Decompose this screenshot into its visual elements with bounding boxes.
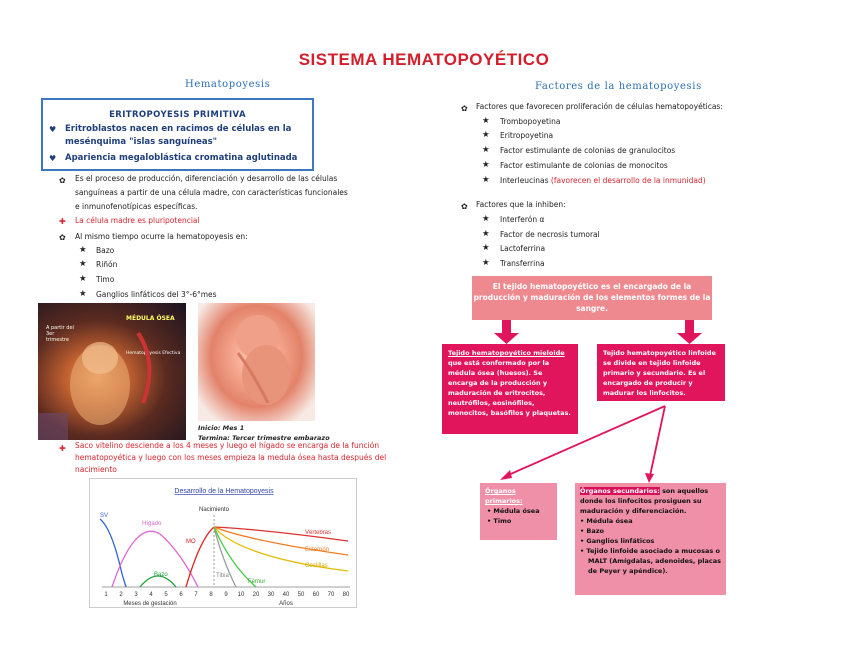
- x-tick-label: 7: [194, 592, 198, 598]
- myeloid-tissue-box: [442, 344, 578, 434]
- x-ticks: [104, 592, 350, 598]
- myeloid-text: que está conformado por la médula ósea (huesos). Se encarga de la producción y maduración de eritrocitos, neutrófilos, eosinófilos, monocitos, basófilos y plaquetas.: [448, 359, 571, 417]
- organs-intro: Al mismo tiempo ocurre la hematopoyesis en:: [75, 232, 248, 241]
- secondary-item: • Tejido linfoide asociado a mucosas o MALT (Amígdalas, adenoides, placas de Peyer y apéndice).: [580, 547, 721, 575]
- secondary-item: • Ganglios linfáticos: [580, 537, 655, 545]
- arrow-head-icon: [645, 473, 654, 483]
- star-bullet-icon: ★: [482, 258, 490, 268]
- interleucinas-item: [500, 174, 706, 188]
- series-label-esternon: Esternón: [305, 547, 330, 553]
- primary-item: • Médula ósea: [487, 507, 540, 515]
- arrow-line: [650, 406, 665, 476]
- right-heading: Factores de la hematopoyesis: [535, 81, 702, 92]
- arrow-down-icon: [502, 320, 511, 334]
- flower-bullet-icon: ✿: [59, 176, 66, 185]
- image-label: Hematopoyesis Efectiva: [126, 351, 181, 356]
- series-mo: [186, 527, 214, 587]
- x-tick-label: 3: [134, 592, 138, 598]
- image-label: A partir del 3er trimestre: [46, 325, 74, 343]
- star-bullet-icon: ★: [482, 145, 490, 155]
- arrow-head-icon: [500, 470, 512, 480]
- box-line-1b: mesénquima "islas sanguíneas": [65, 137, 218, 147]
- hematopoiesis-chart: [89, 478, 357, 608]
- star-bullet-icon: ★: [79, 259, 87, 269]
- flower-bullet-icon: ✿: [59, 233, 66, 242]
- star-bullet-icon: ★: [79, 245, 87, 255]
- heart-bullet-icon: ♥: [49, 154, 57, 163]
- favor-intro: Factores que favorecen proliferación de células hematopoyéticas:: [476, 102, 723, 111]
- image-label: MÉDULA ÓSEA: [126, 315, 175, 322]
- favor-item: Factor estimulante de colonias de granulocitos: [500, 146, 676, 155]
- secondary-title: Órganos secundarios:: [580, 487, 660, 495]
- series-label-sv: SV: [100, 513, 109, 519]
- series-sv: [100, 519, 126, 587]
- yolk-sac-paragraph: [75, 440, 420, 476]
- x-tick-label: 4: [149, 592, 153, 598]
- definition-line: sanguíneas a partir de una célula madre, con características funcionales: [75, 188, 348, 197]
- yolk-line: hematopoyética y luego con los meses empieza la medula ósea hasta después del: [75, 453, 387, 462]
- caption-line: Termina: Tercer trimestre embarazo: [198, 434, 330, 442]
- fetus-illustration: [198, 303, 315, 421]
- x-tick-label: 50: [297, 592, 305, 598]
- page-title: SISTEMA HEMATOPOYÉTICO: [298, 50, 550, 69]
- pluripotent-note: La célula madre es pluripotencial: [75, 216, 200, 225]
- star-bullet-icon: ★: [482, 130, 490, 140]
- x-tick-label: 9: [224, 592, 228, 598]
- secondary-item: • Médula ósea: [580, 517, 633, 525]
- arrow-down-icon: [677, 333, 702, 344]
- x-tick-label: 5: [164, 592, 168, 598]
- secondary-text: son aquellos donde los linfocitos prosiguen su maduración y diferenciación.: [580, 487, 709, 515]
- secondary-item-label: Bazo: [586, 527, 605, 535]
- series-label-tibia: Tibia: [216, 573, 229, 579]
- star-bullet-icon: ★: [482, 116, 490, 126]
- x-tick-label: 80: [342, 592, 350, 598]
- box-line-1a: Eritroblastos nacen en racimos de células en la: [65, 124, 292, 134]
- inhib-item: Transferrina: [500, 259, 545, 268]
- caption-line: Inicio: Mes 1: [198, 424, 245, 432]
- star-bullet-icon: ★: [482, 160, 490, 170]
- inhib-item: Interferón α: [500, 215, 545, 224]
- chart-title: Desarrollo de la Hematopoyesis: [174, 488, 274, 495]
- organ-item: Ganglios linfáticos del 3°-6°mes: [96, 290, 217, 299]
- fetus-image: [198, 303, 315, 421]
- chart-svg: [90, 479, 358, 609]
- secondary-item-label: Tejido linfoide asociado a mucosas o MALT (Amígdalas, adenoides, placas de Peyer y apéndice).: [586, 547, 721, 575]
- myeloid-title: Tejido hematopoyético mieloide: [448, 349, 565, 357]
- flower-bullet-icon: ✿: [461, 104, 468, 113]
- x-tick-label: 8: [209, 592, 213, 598]
- xlabel-right: Años: [279, 601, 293, 607]
- star-bullet-icon: ★: [482, 243, 490, 253]
- flower-bullet-icon: ✿: [461, 202, 468, 211]
- x-tick-label: 1: [104, 592, 108, 598]
- secondary-intro: [580, 486, 721, 516]
- plus-bullet-icon: ✚: [59, 444, 66, 453]
- eritropoyesis-box: [41, 98, 314, 171]
- xlabel-left: Meses de gestación: [123, 601, 177, 607]
- inhib-item: Lactoferrina: [500, 244, 546, 253]
- series-label-bazo: Bazo: [154, 572, 168, 578]
- series-label-vertebras: Vértebras: [305, 530, 332, 536]
- secondary-item-label: Médula ósea: [586, 517, 633, 525]
- inhib-intro: Factores que la inhiben:: [476, 200, 566, 209]
- definition-line: Es el proceso de producción, diferenciación y desarrollo de las células: [75, 174, 338, 183]
- box-title: ERITROPOYESIS PRIMITIVA: [109, 110, 246, 120]
- definition-paragraph: [75, 172, 415, 214]
- primary-item-label: Médula ósea: [493, 507, 540, 515]
- birth-label: Nacimiento: [198, 507, 230, 513]
- tissue-summary-box: El tejido hematopoyético es el encargado de la producción y maduración de los elementos formes de la sangre.: [472, 276, 712, 320]
- star-bullet-icon: ★: [482, 229, 490, 239]
- interleucinas-note: (favorecen el desarrollo de la inmunidad): [550, 176, 706, 185]
- primary-item-label: Timo: [493, 517, 512, 525]
- box-line-2: Apariencia megaloblástica cromatina aglutinada: [65, 153, 298, 163]
- arrow-down-icon: [685, 320, 694, 334]
- primary-organs-box: [480, 483, 557, 540]
- interleucinas-label: Interleucinas: [500, 176, 549, 185]
- organ-item: Timo: [96, 275, 115, 284]
- series-label-higado: Hígado: [142, 521, 162, 527]
- arrow-down-icon: [494, 333, 519, 344]
- star-bullet-icon: ★: [79, 274, 87, 284]
- series-label-femur: Fémur: [248, 579, 266, 585]
- primary-item: • Timo: [487, 517, 512, 525]
- secondary-item-label: Ganglios linfáticos: [586, 537, 655, 545]
- x-tick-label: 70: [327, 592, 335, 598]
- series-label-costillas: Costillas: [305, 563, 328, 569]
- heart-bullet-icon: ♥: [49, 125, 57, 134]
- organ-item: Riñón: [96, 260, 118, 269]
- x-tick-label: 60: [312, 592, 320, 598]
- secondary-item: • Bazo: [580, 527, 605, 535]
- left-heading: Hematopoyesis: [185, 79, 271, 90]
- favor-item: Trombopoyetina: [500, 117, 561, 126]
- lymphoid-tissue-box: Tejido hematopoyético linfoide se divide en tejido linfoide primario y secundario. Es el encargado de producir y madurar los linfocitos.: [597, 344, 725, 401]
- favor-item: Eritropoyetina: [500, 131, 554, 140]
- star-bullet-icon: ★: [482, 214, 490, 224]
- yolk-line: Saco vitelino desciende a los 4 meses y luego el hígado se encarga de la función: [75, 441, 380, 450]
- x-tick-label: 6: [179, 592, 183, 598]
- series-label-mo: MO: [186, 539, 196, 545]
- secondary-organs-box: [575, 483, 726, 595]
- favor-item: Factor estimulante de colonias de monocitos: [500, 161, 668, 170]
- x-tick-label: 40: [282, 592, 290, 598]
- embryo-illustration: [38, 303, 186, 440]
- organ-item: Bazo: [96, 246, 115, 255]
- x-tick-label: 20: [252, 592, 260, 598]
- star-bullet-icon: ★: [79, 289, 87, 299]
- definition-line: e inmunofenotípicas específicas.: [75, 202, 198, 211]
- star-bullet-icon: ★: [482, 175, 490, 185]
- primary-title: Órganos primarios:: [485, 487, 523, 505]
- x-tick-label: 10: [237, 592, 245, 598]
- bone-marrow-image: [38, 303, 186, 440]
- x-tick-label: 2: [119, 592, 123, 598]
- inhib-item: Factor de necrosis tumoral: [500, 230, 600, 239]
- yolk-line: nacimiento: [75, 465, 117, 474]
- plus-bullet-icon: ✚: [59, 217, 66, 226]
- x-tick-label: 30: [267, 592, 275, 598]
